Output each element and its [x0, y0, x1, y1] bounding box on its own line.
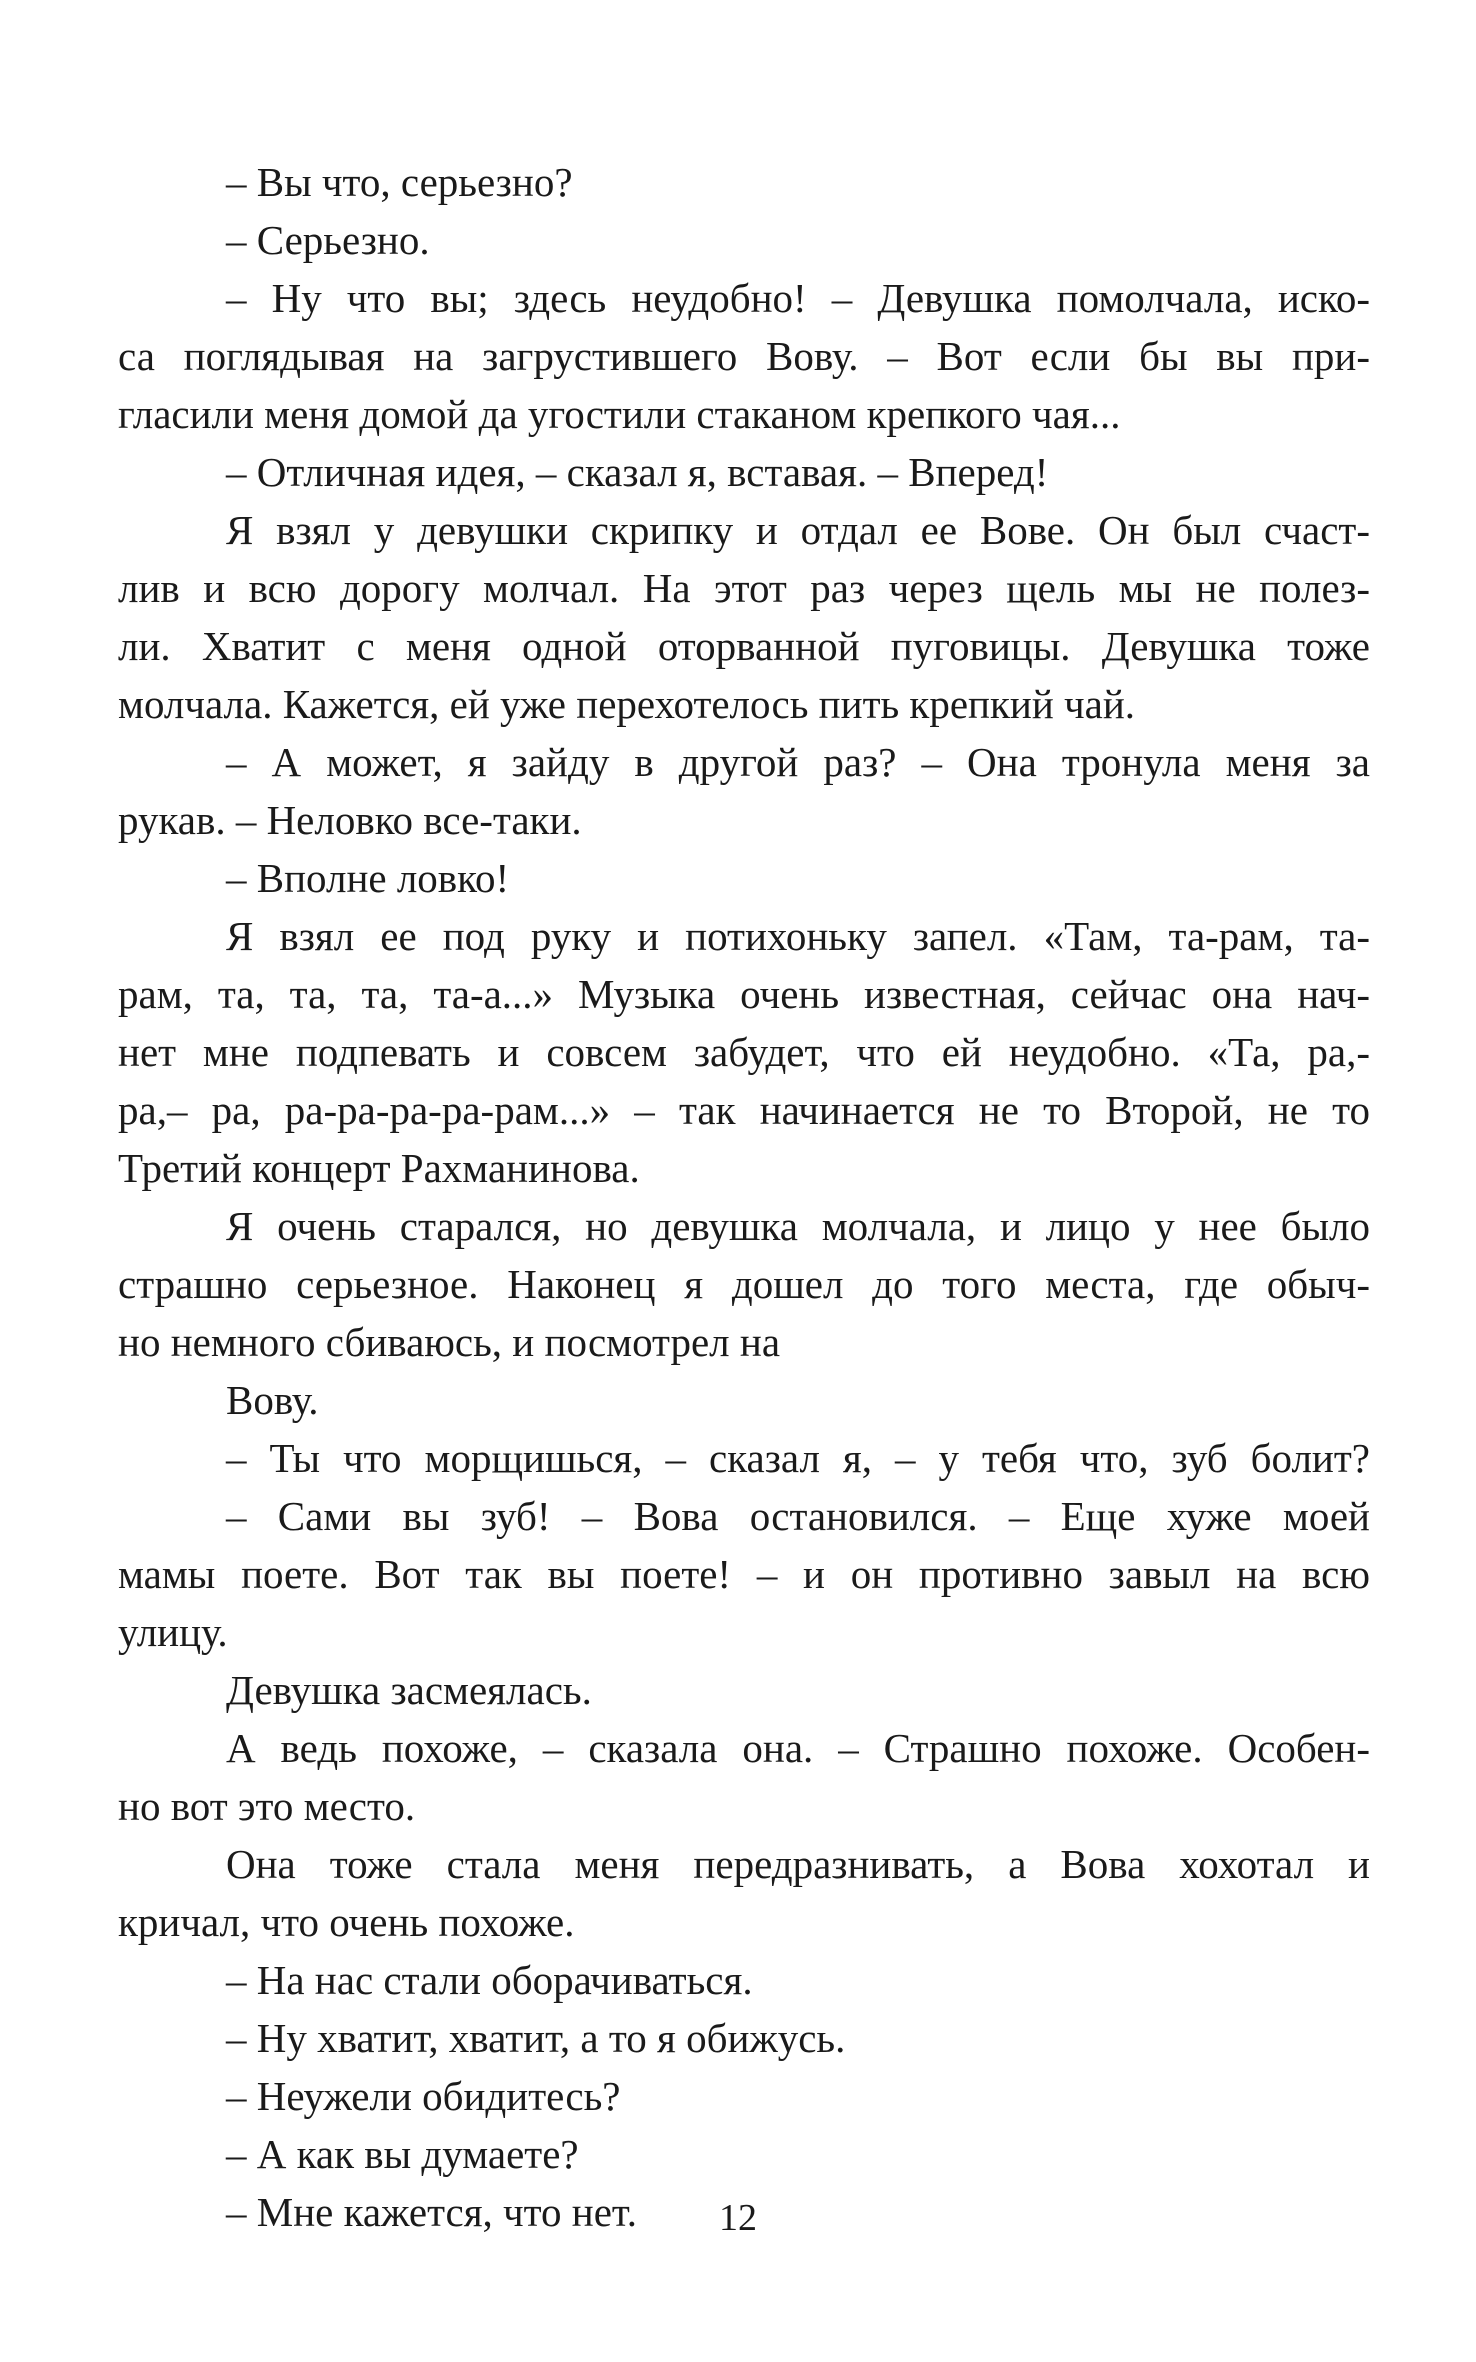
- text-line: – Вы что, серьезно?: [226, 159, 573, 205]
- text-line: са поглядывая на загрустившего Вову. – Вот если бы вы при-: [118, 333, 1370, 379]
- text-line: гласили меня домой да угостили стаканом крепкого чая...: [118, 391, 1121, 437]
- body-text: [118, 153, 1370, 2241]
- text-line: нет мне подпевать и совсем забудет, что ей неудобно. «Та, ра,-: [118, 1029, 1370, 1075]
- text-line: рам, та, та, та, та-а...» Музыка очень известная, сейчас она нач-: [118, 971, 1370, 1017]
- text-line: Я взял ее под руку и потихоньку запел. «Там, та-рам, та-: [226, 913, 1370, 959]
- text-line: ли. Хватит с меня одной оторванной пуговицы. Девушка тоже: [118, 623, 1370, 669]
- text-line: рукав. – Неловко все-таки.: [118, 797, 582, 843]
- text-line: Девушка засмеялась.: [226, 1667, 592, 1713]
- text-line: – Мне кажется, что нет.: [226, 2189, 638, 2235]
- text-line: – Вполне ловко!: [226, 855, 510, 901]
- text-line: но вот это место.: [118, 1783, 416, 1829]
- text-line: но немного сбиваюсь, и посмотрел на: [118, 1319, 781, 1365]
- text-line: – Неужели обидитесь?: [226, 2073, 621, 2119]
- text-line: кричал, что очень похоже.: [118, 1899, 575, 1945]
- text-line: мамы поете. Вот так вы поете! – и он противно завыл на всю: [118, 1551, 1370, 1597]
- text-line: – Серьезно.: [226, 217, 430, 263]
- text-line: улицу.: [118, 1609, 228, 1655]
- text-line: – Отличная идея, – сказал я, вставая. – Вперед!: [226, 449, 1049, 495]
- text-line: – А как вы думаете?: [226, 2131, 579, 2177]
- text-line: А ведь похоже, – сказала она. – Страшно похоже. Особен-: [226, 1725, 1370, 1771]
- text-line: ра,– ра, ра-ра-ра-ра-рам...» – так начинается не то Второй, не то: [118, 1087, 1370, 1133]
- text-line: лив и всю дорогу молчал. На этот раз через щель мы не полез-: [118, 565, 1370, 611]
- text-line: – Сами вы зуб! – Вова остановился. – Еще хуже моей: [226, 1493, 1370, 1539]
- text-line: Я взял у девушки скрипку и отдал ее Вове. Он был счаст-: [226, 507, 1370, 553]
- text-line: – На нас стали оборачиваться.: [226, 1957, 753, 2003]
- text-line: Она тоже стала меня передразнивать, а Вова хохотал и: [226, 1841, 1370, 1887]
- text-line: страшно серьезное. Наконец я дошел до того места, где обыч-: [118, 1261, 1370, 1307]
- text-line: Я очень старался, но девушка молчала, и лицо у нее было: [226, 1203, 1370, 1249]
- text-line: Третий концерт Рахманинова.: [118, 1145, 640, 1191]
- text-line: – Ну хватит, хватит, а то я обижусь.: [226, 2015, 846, 2061]
- text-line: – Ну что вы; здесь неудобно! – Девушка помолчала, иско-: [226, 275, 1370, 321]
- text-line: молчала. Кажется, ей уже перехотелось пить крепкий чай.: [118, 681, 1136, 727]
- page-number: 12: [719, 2197, 757, 2239]
- text-line: – Ты что морщишься, – сказал я, – у тебя что, зуб болит?: [226, 1435, 1370, 1481]
- text-line: Вову.: [226, 1377, 319, 1423]
- text-line: – А может, я зайду в другой раз? – Она тронула меня за: [226, 739, 1370, 785]
